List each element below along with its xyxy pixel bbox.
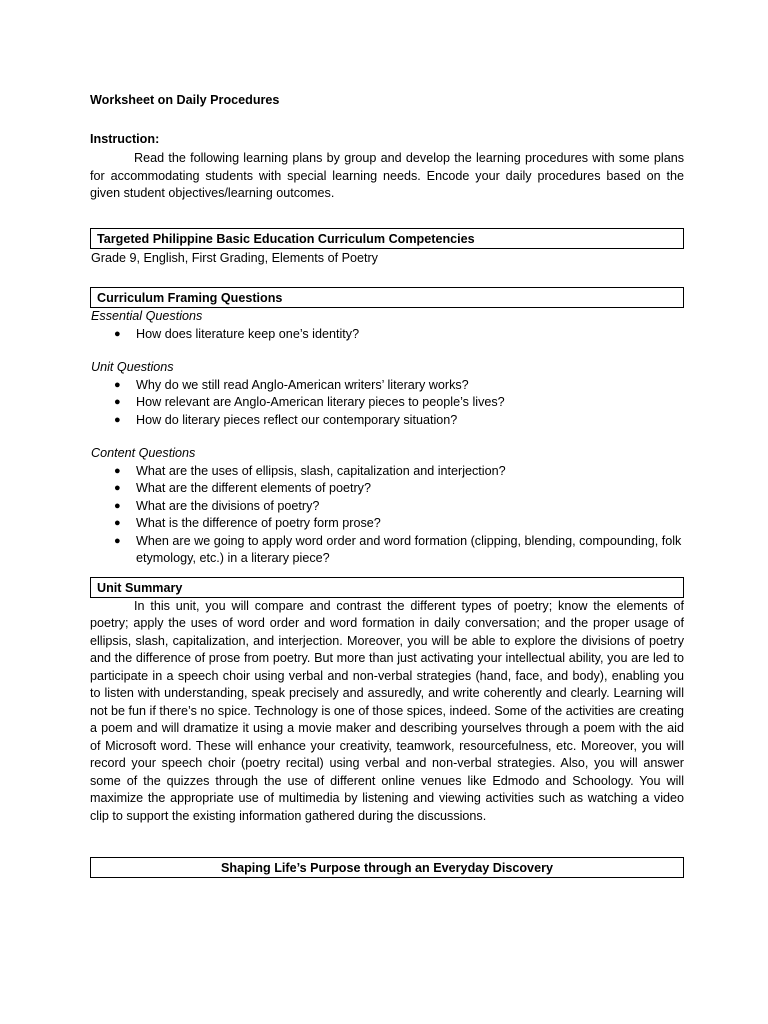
bullet-icon: ● — [114, 482, 121, 494]
essential-questions-list — [90, 326, 684, 344]
bullet-icon: ● — [114, 464, 121, 477]
list-item: ● How does literature keep one’s identity? — [90, 326, 684, 344]
unit-summary-text: In this unit, you will compare and contrast the different types of poetry; know the elements of poetry; apply the uses of word order and word formation in daily conversation; and the proper usage of ellipsis, slash, capitalization, and interjection. Moreover, you will be able to explore the divisions of poetry and the difference of prose from poetry. But more than just activating your intellectual ability, you are led to participate in a speech choir using verbal and non-verbal strategies (hand, face, and body), enabling you to listen with understanding, speak precisely and assuredly, and write coherently and clearly. Learning will not be fun if there’s no spice. Technology is one of those spices, indeed. Some of the activities are creating a poem and will dramatize it using a movie maker and describing yourselves through a poem with the aid of Microsoft word. These will enhance your creativity, teamwork, resourcefulness, etc. Moreover, you will record your speech choir (poetry recital) using verbal and non-verbal strategies. Also, you will answer some of the quizzes through the use of different online venues like Edmodo and Schoology. You will maximize the appropriate use of multimedia by listening and viewing activities such as watching a video clip to support the existing information gathered during the discussions. — [90, 598, 684, 823]
list-item: ● Why do we still read Anglo-American writers’ literary works? — [90, 377, 684, 395]
list-item: ● What are the divisions of poetry? — [90, 498, 684, 516]
framing-heading-box — [90, 287, 684, 308]
competencies-text: Grade 9, English, First Grading, Elements of Poetry — [91, 250, 378, 265]
bullet-icon: ● — [114, 499, 121, 512]
bullet-icon: ● — [114, 413, 121, 426]
instruction-label: Instruction: — [90, 131, 160, 146]
bullet-icon: ● — [114, 378, 121, 391]
unit-questions-label: Unit Questions — [91, 360, 174, 374]
competencies-heading-box — [90, 228, 684, 249]
document-body — [90, 92, 684, 878]
list-item: ● When are we going to apply word order and word formation (clipping, blending, compounding, folk etymology, etc.) in a literary piece? — [114, 533, 682, 565]
list-item: ● How do literary pieces reflect our contemporary situation? — [90, 412, 684, 430]
bullet-icon: ● — [114, 517, 121, 529]
unit-summary-heading: Unit Summary — [97, 580, 183, 595]
bullet-icon: ● — [114, 534, 121, 547]
list-item: ● What are the different elements of poetry? — [90, 480, 684, 498]
unit-questions-list — [90, 377, 684, 430]
framing-heading: Curriculum Framing Questions — [97, 291, 283, 305]
list-item: ● How relevant are Anglo-American literary pieces to people’s lives? — [90, 394, 684, 412]
bullet-icon: ● — [114, 396, 121, 408]
instruction-text: Read the following learning plans by group and develop the learning procedures with some plans for accommodating students with special learning needs. Encode your daily procedures based on the given student objectives/learning outcomes. — [90, 151, 684, 200]
competencies-heading: Targeted Philippine Basic Education Curriculum Competencies — [97, 231, 475, 246]
unit-title: Shaping Life’s Purpose through an Everyday Discovery — [221, 861, 553, 875]
list-item: ● What are the uses of ellipsis, slash, capitalization and interjection? — [90, 463, 684, 481]
content-questions-list — [90, 463, 684, 568]
list-item: ● What is the difference of poetry form prose? — [90, 515, 684, 533]
unit-title-box — [90, 857, 684, 878]
worksheet-title: Worksheet on Daily Procedures — [90, 93, 280, 107]
bullet-icon: ● — [114, 327, 121, 340]
unit-summary-heading-box — [90, 577, 684, 598]
essential-questions-label: Essential Questions — [91, 309, 203, 323]
content-questions-label: Content Questions — [91, 446, 196, 460]
